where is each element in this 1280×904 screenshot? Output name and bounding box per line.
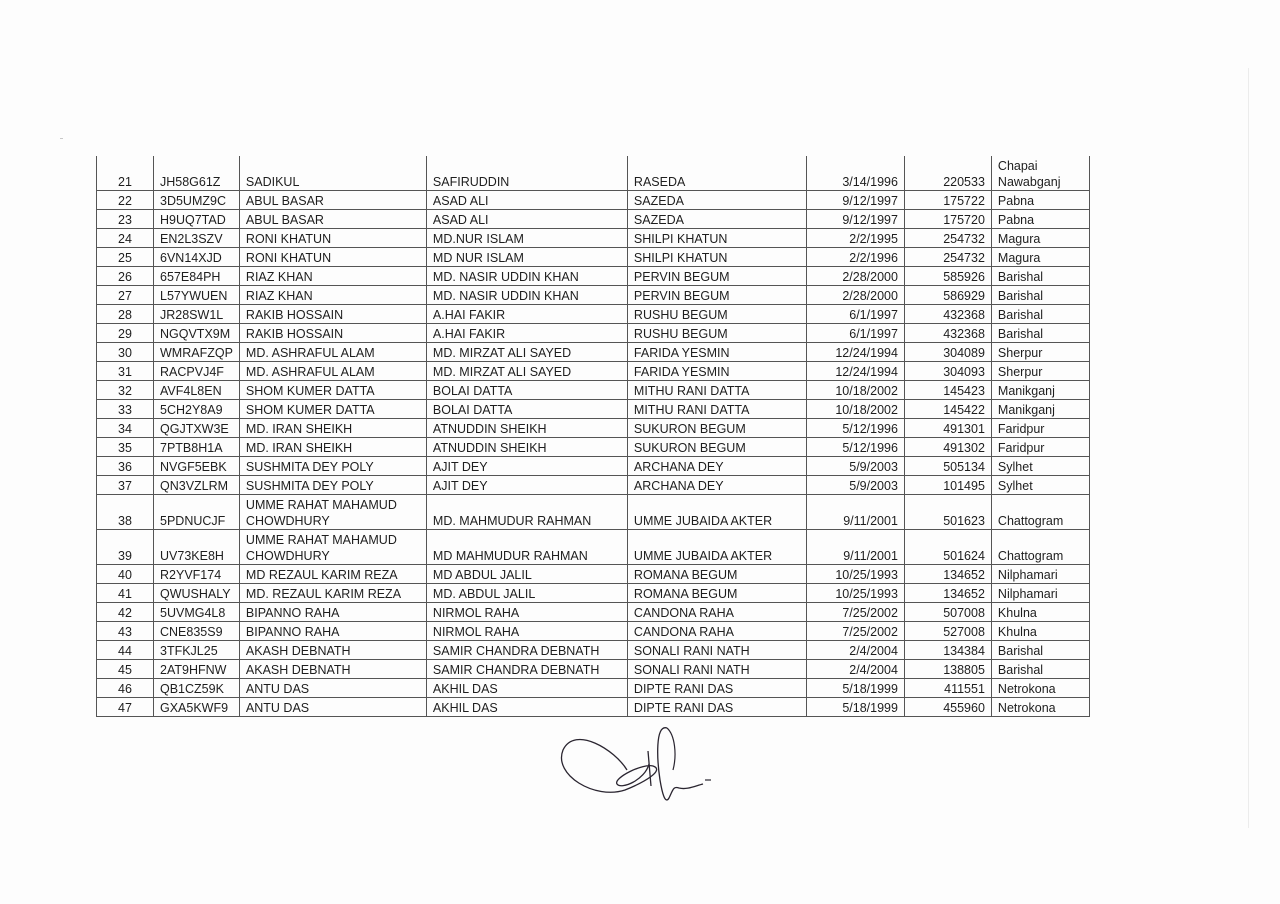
record-id-cell: JH58G61Z (154, 156, 240, 191)
mother-name-cell: UMME JUBAIDA AKTER (627, 495, 806, 530)
record-id-cell: NVGF5EBK (154, 457, 240, 476)
mother-name-cell: UMME JUBAIDA AKTER (627, 530, 806, 565)
record-id-cell: QN3VZLRM (154, 476, 240, 495)
father-name-cell: ATNUDDIN SHEIKH (426, 419, 627, 438)
table-row (97, 381, 1090, 400)
date-of-birth-cell: 5/9/2003 (806, 476, 904, 495)
row-number-cell: 26 (97, 267, 154, 286)
date-of-birth-cell: 5/18/1999 (806, 698, 904, 717)
row-number-cell: 24 (97, 229, 154, 248)
district-cell: Pabna (991, 210, 1089, 229)
row-number-cell: 31 (97, 362, 154, 381)
records-table (96, 156, 1090, 717)
date-of-birth-cell: 10/25/1993 (806, 584, 904, 603)
father-name-cell: ASAD ALI (426, 191, 627, 210)
table-row (97, 156, 1090, 191)
mother-name-cell: PERVIN BEGUM (627, 267, 806, 286)
mother-name-cell: FARIDA YESMIN (627, 362, 806, 381)
table-row (97, 305, 1090, 324)
record-number-cell: 134384 (904, 641, 991, 660)
mother-name-cell: DIPTE RANI DAS (627, 698, 806, 717)
row-number-cell: 46 (97, 679, 154, 698)
person-name-cell: MD. IRAN SHEIKH (239, 419, 426, 438)
person-name-cell: MD. ASHRAFUL ALAM (239, 343, 426, 362)
district-cell: Barishal (991, 324, 1089, 343)
mother-name-cell: MITHU RANI DATTA (627, 400, 806, 419)
person-name-cell: ANTU DAS (239, 679, 426, 698)
date-of-birth-cell: 9/12/1997 (806, 191, 904, 210)
table-row (97, 457, 1090, 476)
record-id-cell: H9UQ7TAD (154, 210, 240, 229)
person-name-cell: SHOM KUMER DATTA (239, 400, 426, 419)
record-number-cell: 175720 (904, 210, 991, 229)
record-id-cell: GXA5KWF9 (154, 698, 240, 717)
record-number-cell: 505134 (904, 457, 991, 476)
person-name-cell: RAKIB HOSSAIN (239, 305, 426, 324)
record-number-cell: 501624 (904, 530, 991, 565)
person-name-cell: RONI KHATUN (239, 229, 426, 248)
father-name-cell: SAMIR CHANDRA DEBNATH (426, 660, 627, 679)
record-id-cell: 2AT9HFNW (154, 660, 240, 679)
row-number-cell: 25 (97, 248, 154, 267)
date-of-birth-cell: 12/24/1994 (806, 343, 904, 362)
record-number-cell: 254732 (904, 248, 991, 267)
mother-name-cell: SONALI RANI NATH (627, 641, 806, 660)
record-id-cell: 3D5UMZ9C (154, 191, 240, 210)
record-number-cell: 507008 (904, 603, 991, 622)
record-id-cell: JR28SW1L (154, 305, 240, 324)
father-name-cell: MD. NASIR UDDIN KHAN (426, 286, 627, 305)
person-name-cell: MD REZAUL KARIM REZA (239, 565, 426, 584)
row-number-cell: 27 (97, 286, 154, 305)
person-name-cell: ANTU DAS (239, 698, 426, 717)
table-row (97, 622, 1090, 641)
person-name-cell: ABUL BASAR (239, 210, 426, 229)
person-name-cell: RONI KHATUN (239, 248, 426, 267)
table-row (97, 286, 1090, 305)
mother-name-cell: ROMANA BEGUM (627, 584, 806, 603)
person-name-cell: MD. REZAUL KARIM REZA (239, 584, 426, 603)
district-cell: Nilphamari (991, 584, 1089, 603)
record-id-cell: RACPVJ4F (154, 362, 240, 381)
record-number-cell: 134652 (904, 584, 991, 603)
row-number-cell: 44 (97, 641, 154, 660)
row-number-cell: 32 (97, 381, 154, 400)
row-number-cell: 21 (97, 156, 154, 191)
table-row (97, 476, 1090, 495)
date-of-birth-cell: 5/9/2003 (806, 457, 904, 476)
father-name-cell: A.HAI FAKIR (426, 305, 627, 324)
record-number-cell: 145422 (904, 400, 991, 419)
record-number-cell: 432368 (904, 305, 991, 324)
date-of-birth-cell: 2/2/1996 (806, 248, 904, 267)
father-name-cell: SAMIR CHANDRA DEBNATH (426, 641, 627, 660)
mother-name-cell: SAZEDA (627, 210, 806, 229)
page-edge-line (1248, 68, 1249, 828)
father-name-cell: AKHIL DAS (426, 698, 627, 717)
record-id-cell: 5CH2Y8A9 (154, 400, 240, 419)
table-row (97, 438, 1090, 457)
mother-name-cell: CANDONA RAHA (627, 603, 806, 622)
father-name-cell: MD. NASIR UDDIN KHAN (426, 267, 627, 286)
person-name-cell: UMME RAHAT MAHAMUD CHOWDHURY (239, 530, 426, 565)
record-id-cell: WMRAFZQP (154, 343, 240, 362)
table-row (97, 362, 1090, 381)
table-row (97, 210, 1090, 229)
district-cell: Chapai Nawabganj (991, 156, 1089, 191)
record-id-cell: 5UVMG4L8 (154, 603, 240, 622)
table-row (97, 191, 1090, 210)
record-number-cell: 304093 (904, 362, 991, 381)
table-row (97, 565, 1090, 584)
person-name-cell: SUSHMITA DEY POLY (239, 457, 426, 476)
record-number-cell: 527008 (904, 622, 991, 641)
district-cell: Barishal (991, 286, 1089, 305)
district-cell: Magura (991, 229, 1089, 248)
district-cell: Faridpur (991, 419, 1089, 438)
date-of-birth-cell: 12/24/1994 (806, 362, 904, 381)
date-of-birth-cell: 5/12/1996 (806, 419, 904, 438)
district-cell: Barishal (991, 641, 1089, 660)
row-number-cell: 38 (97, 495, 154, 530)
father-name-cell: MD. ABDUL JALIL (426, 584, 627, 603)
date-of-birth-cell: 10/18/2002 (806, 400, 904, 419)
father-name-cell: BOLAI DATTA (426, 381, 627, 400)
signature-icon (555, 720, 725, 820)
record-number-cell: 134652 (904, 565, 991, 584)
row-number-cell: 36 (97, 457, 154, 476)
record-number-cell: 501623 (904, 495, 991, 530)
person-name-cell: RIAZ KHAN (239, 267, 426, 286)
person-name-cell: AKASH DEBNATH (239, 641, 426, 660)
table-row (97, 324, 1090, 343)
table-row (97, 343, 1090, 362)
date-of-birth-cell: 6/1/1997 (806, 305, 904, 324)
district-cell: Chattogram (991, 495, 1089, 530)
district-cell: Pabna (991, 191, 1089, 210)
mother-name-cell: DIPTE RANI DAS (627, 679, 806, 698)
person-name-cell: BIPANNO RAHA (239, 622, 426, 641)
row-number-cell: 37 (97, 476, 154, 495)
record-id-cell: QGJTXW3E (154, 419, 240, 438)
record-id-cell: AVF4L8EN (154, 381, 240, 400)
table-row (97, 603, 1090, 622)
date-of-birth-cell: 2/28/2000 (806, 267, 904, 286)
row-number-cell: 41 (97, 584, 154, 603)
district-cell: Nilphamari (991, 565, 1089, 584)
table-row (97, 641, 1090, 660)
father-name-cell: MD.NUR ISLAM (426, 229, 627, 248)
record-id-cell: QB1CZ59K (154, 679, 240, 698)
person-name-cell: RAKIB HOSSAIN (239, 324, 426, 343)
father-name-cell: MD. MIRZAT ALI SAYED (426, 343, 627, 362)
record-id-cell: 657E84PH (154, 267, 240, 286)
mother-name-cell: ARCHANA DEY (627, 457, 806, 476)
table-row (97, 698, 1090, 717)
person-name-cell: SUSHMITA DEY POLY (239, 476, 426, 495)
person-name-cell: ABUL BASAR (239, 191, 426, 210)
father-name-cell: SAFIRUDDIN (426, 156, 627, 191)
mother-name-cell: MITHU RANI DATTA (627, 381, 806, 400)
date-of-birth-cell: 9/11/2001 (806, 495, 904, 530)
record-number-cell: 491302 (904, 438, 991, 457)
date-of-birth-cell: 2/4/2004 (806, 641, 904, 660)
father-name-cell: A.HAI FAKIR (426, 324, 627, 343)
row-number-cell: 43 (97, 622, 154, 641)
mother-name-cell: RUSHU BEGUM (627, 305, 806, 324)
record-number-cell: 145423 (904, 381, 991, 400)
date-of-birth-cell: 10/18/2002 (806, 381, 904, 400)
date-of-birth-cell: 3/14/1996 (806, 156, 904, 191)
row-number-cell: 30 (97, 343, 154, 362)
district-cell: Sylhet (991, 457, 1089, 476)
row-number-cell: 22 (97, 191, 154, 210)
district-cell: Manikganj (991, 400, 1089, 419)
date-of-birth-cell: 5/12/1996 (806, 438, 904, 457)
record-id-cell: 7PTB8H1A (154, 438, 240, 457)
record-id-cell: CNE835S9 (154, 622, 240, 641)
row-number-cell: 42 (97, 603, 154, 622)
date-of-birth-cell: 2/4/2004 (806, 660, 904, 679)
table-row (97, 495, 1090, 530)
table-row (97, 660, 1090, 679)
mother-name-cell: PERVIN BEGUM (627, 286, 806, 305)
district-cell: Khulna (991, 603, 1089, 622)
record-id-cell: R2YVF174 (154, 565, 240, 584)
district-cell: Sylhet (991, 476, 1089, 495)
date-of-birth-cell: 2/2/1995 (806, 229, 904, 248)
father-name-cell: MD NUR ISLAM (426, 248, 627, 267)
record-number-cell: 138805 (904, 660, 991, 679)
mother-name-cell: ARCHANA DEY (627, 476, 806, 495)
scan-speck (60, 138, 63, 139)
mother-name-cell: SONALI RANI NATH (627, 660, 806, 679)
row-number-cell: 39 (97, 530, 154, 565)
record-id-cell: UV73KE8H (154, 530, 240, 565)
row-number-cell: 29 (97, 324, 154, 343)
date-of-birth-cell: 9/12/1997 (806, 210, 904, 229)
record-id-cell: EN2L3SZV (154, 229, 240, 248)
record-id-cell: L57YWUEN (154, 286, 240, 305)
mother-name-cell: ROMANA BEGUM (627, 565, 806, 584)
date-of-birth-cell: 5/18/1999 (806, 679, 904, 698)
record-number-cell: 491301 (904, 419, 991, 438)
father-name-cell: BOLAI DATTA (426, 400, 627, 419)
person-name-cell: SADIKUL (239, 156, 426, 191)
row-number-cell: 47 (97, 698, 154, 717)
mother-name-cell: FARIDA YESMIN (627, 343, 806, 362)
row-number-cell: 40 (97, 565, 154, 584)
father-name-cell: NIRMOL RAHA (426, 603, 627, 622)
record-id-cell: 6VN14XJD (154, 248, 240, 267)
record-number-cell: 220533 (904, 156, 991, 191)
record-number-cell: 175722 (904, 191, 991, 210)
father-name-cell: MD ABDUL JALIL (426, 565, 627, 584)
row-number-cell: 33 (97, 400, 154, 419)
record-number-cell: 304089 (904, 343, 991, 362)
date-of-birth-cell: 9/11/2001 (806, 530, 904, 565)
record-number-cell: 254732 (904, 229, 991, 248)
person-name-cell: BIPANNO RAHA (239, 603, 426, 622)
date-of-birth-cell: 7/25/2002 (806, 603, 904, 622)
date-of-birth-cell: 7/25/2002 (806, 622, 904, 641)
district-cell: Barishal (991, 660, 1089, 679)
district-cell: Magura (991, 248, 1089, 267)
district-cell: Netrokona (991, 698, 1089, 717)
person-name-cell: MD. IRAN SHEIKH (239, 438, 426, 457)
father-name-cell: AJIT DEY (426, 476, 627, 495)
record-id-cell: QWUSHALY (154, 584, 240, 603)
table-row (97, 248, 1090, 267)
person-name-cell: AKASH DEBNATH (239, 660, 426, 679)
row-number-cell: 34 (97, 419, 154, 438)
father-name-cell: MD. MAHMUDUR RAHMAN (426, 495, 627, 530)
district-cell: Manikganj (991, 381, 1089, 400)
district-cell: Chattogram (991, 530, 1089, 565)
mother-name-cell: CANDONA RAHA (627, 622, 806, 641)
table-row (97, 229, 1090, 248)
table-row (97, 400, 1090, 419)
record-number-cell: 411551 (904, 679, 991, 698)
record-number-cell: 585926 (904, 267, 991, 286)
father-name-cell: AKHIL DAS (426, 679, 627, 698)
mother-name-cell: SHILPI KHATUN (627, 248, 806, 267)
table-row (97, 530, 1090, 565)
mother-name-cell: SHILPI KHATUN (627, 229, 806, 248)
district-cell: Barishal (991, 267, 1089, 286)
table-row (97, 267, 1090, 286)
record-number-cell: 101495 (904, 476, 991, 495)
table-row (97, 584, 1090, 603)
mother-name-cell: RASEDA (627, 156, 806, 191)
district-cell: Sherpur (991, 362, 1089, 381)
person-name-cell: MD. ASHRAFUL ALAM (239, 362, 426, 381)
mother-name-cell: SAZEDA (627, 191, 806, 210)
father-name-cell: ASAD ALI (426, 210, 627, 229)
mother-name-cell: SUKURON BEGUM (627, 419, 806, 438)
father-name-cell: AJIT DEY (426, 457, 627, 476)
mother-name-cell: SUKURON BEGUM (627, 438, 806, 457)
district-cell: Netrokona (991, 679, 1089, 698)
district-cell: Faridpur (991, 438, 1089, 457)
district-cell: Khulna (991, 622, 1089, 641)
row-number-cell: 45 (97, 660, 154, 679)
person-name-cell: SHOM KUMER DATTA (239, 381, 426, 400)
date-of-birth-cell: 6/1/1997 (806, 324, 904, 343)
person-name-cell: UMME RAHAT MAHAMUD CHOWDHURY (239, 495, 426, 530)
mother-name-cell: RUSHU BEGUM (627, 324, 806, 343)
father-name-cell: ATNUDDIN SHEIKH (426, 438, 627, 457)
record-number-cell: 586929 (904, 286, 991, 305)
record-id-cell: 5PDNUCJF (154, 495, 240, 530)
record-number-cell: 432368 (904, 324, 991, 343)
record-id-cell: 3TFKJL25 (154, 641, 240, 660)
table-row (97, 679, 1090, 698)
father-name-cell: NIRMOL RAHA (426, 622, 627, 641)
records-body (97, 156, 1090, 717)
record-id-cell: NGQVTX9M (154, 324, 240, 343)
father-name-cell: MD MAHMUDUR RAHMAN (426, 530, 627, 565)
father-name-cell: MD. MIRZAT ALI SAYED (426, 362, 627, 381)
person-name-cell: RIAZ KHAN (239, 286, 426, 305)
row-number-cell: 28 (97, 305, 154, 324)
row-number-cell: 23 (97, 210, 154, 229)
district-cell: Sherpur (991, 343, 1089, 362)
date-of-birth-cell: 2/28/2000 (806, 286, 904, 305)
date-of-birth-cell: 10/25/1993 (806, 565, 904, 584)
table-row (97, 419, 1090, 438)
row-number-cell: 35 (97, 438, 154, 457)
record-number-cell: 455960 (904, 698, 991, 717)
district-cell: Barishal (991, 305, 1089, 324)
